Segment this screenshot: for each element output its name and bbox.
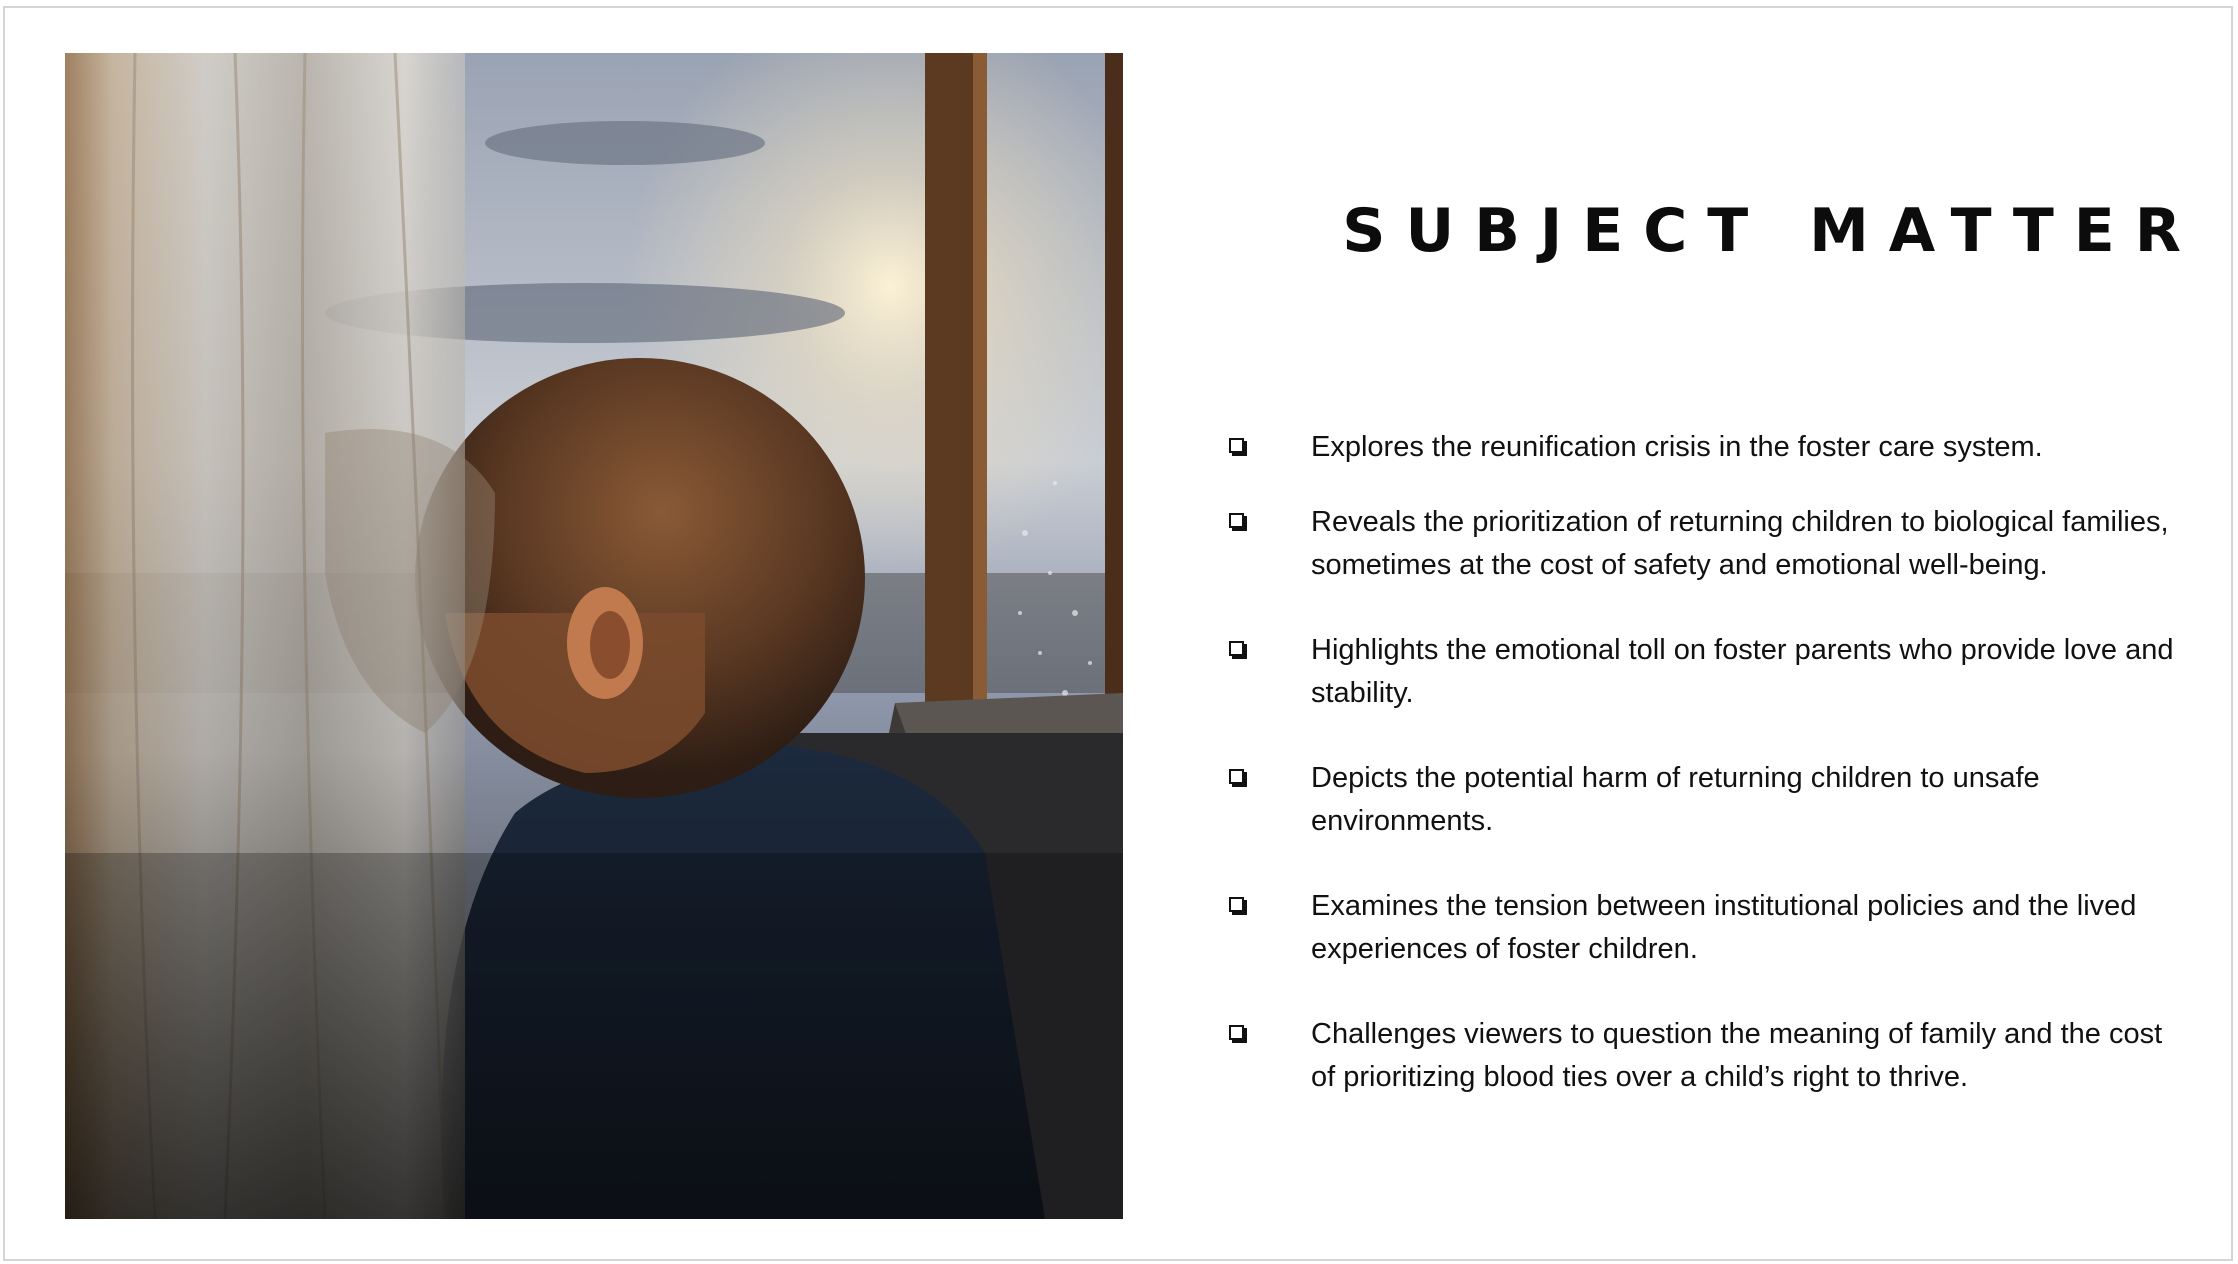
slide-title: SUBJECT MATTER [1342, 196, 2201, 266]
checkbox-icon [1229, 1025, 1244, 1040]
list-item [1227, 426, 2187, 469]
photo-boy-at-window [65, 53, 1123, 1219]
checkbox-icon [1229, 641, 1244, 656]
photo-illustration [65, 53, 1123, 1219]
checkbox-icon [1229, 897, 1244, 912]
bullet-text: Reveals the prioritization of returning children to biological families, sometimes at the cost of safety and emotional well-being. [1311, 506, 2169, 581]
list-item [1227, 629, 2187, 715]
slide [3, 6, 2233, 1261]
bullet-text: Examines the tension between institutional policies and the lived experiences of foster children. [1311, 890, 2137, 965]
checkbox-icon [1229, 513, 1244, 528]
bullet-text: Explores the reunification crisis in the foster care system. [1311, 431, 2043, 463]
list-item [1227, 885, 2187, 971]
bullet-text: Depicts the potential harm of returning children to unsafe environments. [1311, 762, 2040, 837]
checkbox-icon [1229, 769, 1244, 784]
list-item [1227, 501, 2187, 587]
bullet-list [1227, 426, 2187, 1099]
list-item [1227, 1013, 2187, 1099]
bullet-text: Challenges viewers to question the meaning of family and the cost of prioritizing blood ties over a child’s right to thrive. [1311, 1018, 2163, 1093]
checkbox-icon [1229, 438, 1244, 453]
bullet-text: Highlights the emotional toll on foster parents who provide love and stability. [1311, 634, 2174, 709]
list-item [1227, 757, 2187, 843]
